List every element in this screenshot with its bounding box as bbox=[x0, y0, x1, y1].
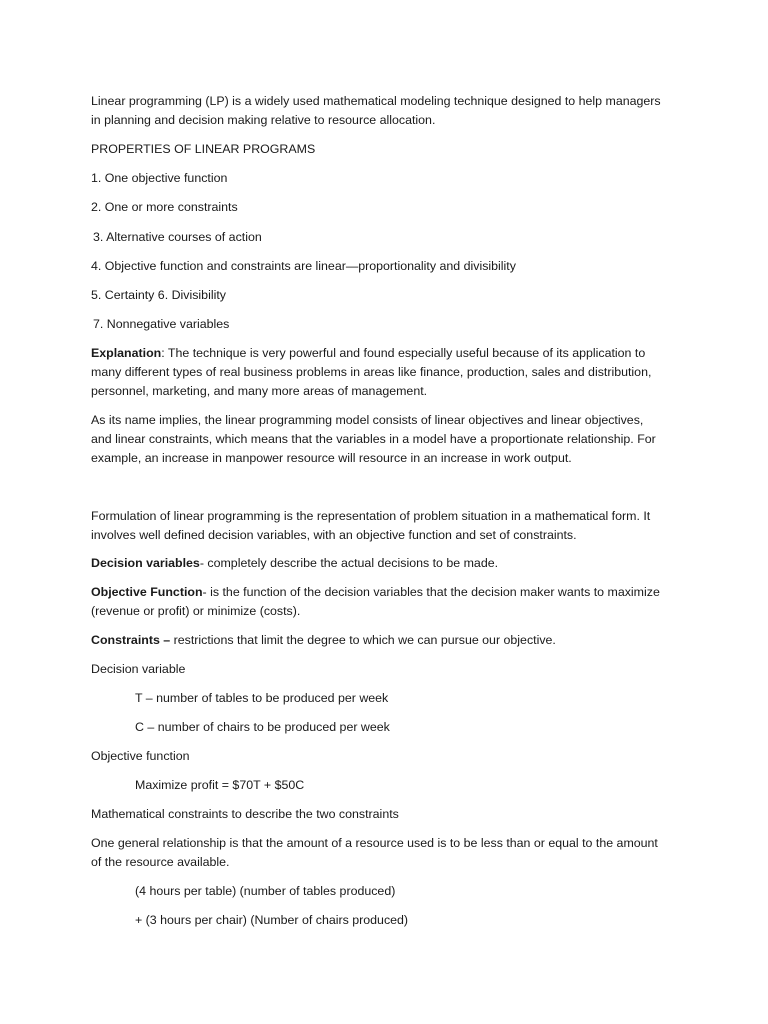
explanation-text-line: personnel, marketing, and many more areas of management. bbox=[91, 384, 428, 398]
objective-function-text-line: (revenue or profit) or minimize (costs). bbox=[91, 604, 301, 618]
property-item: 3. Alternative courses of action bbox=[93, 230, 262, 244]
objective-function-text: - is the function of the decision variables that the decision maker wants to maximize bbox=[202, 585, 660, 599]
constraints-term: Constraints – bbox=[91, 633, 171, 647]
constraint-expression-line: + (3 hours per chair) (Number of chairs produced) bbox=[135, 913, 409, 927]
objective-function-term: Objective Function bbox=[91, 585, 203, 599]
explanation-text: : The technique is very powerful and found especially useful because of its application to bbox=[161, 346, 646, 360]
objective-function-heading: Objective function bbox=[91, 749, 190, 763]
objective-function-formula: Maximize profit = $70T + $50C bbox=[135, 778, 305, 792]
name-implies-line: As its name implies, the linear programming model consists of linear objectives and linear objectives, bbox=[91, 413, 644, 427]
objective-function-definition bbox=[91, 583, 660, 602]
formulation-line: Formulation of linear programming is the representation of problem situation in a mathematical form. It bbox=[91, 509, 651, 523]
general-relationship-line: of the resource available. bbox=[91, 855, 230, 869]
property-item: 7. Nonnegative variables bbox=[93, 317, 230, 331]
decision-variable-heading: Decision variable bbox=[91, 662, 186, 676]
property-item: 4. Objective function and constraints are linear—proportionality and divisibility bbox=[91, 259, 516, 273]
properties-heading: PROPERTIES OF LINEAR PROGRAMS bbox=[91, 142, 316, 156]
property-item: 5. Certainty 6. Divisibility bbox=[91, 288, 226, 302]
explanation-paragraph-line bbox=[91, 344, 645, 363]
constraints-text: restrictions that limit the degree to which we can pursue our objective. bbox=[170, 633, 556, 647]
constraints-definition bbox=[91, 631, 556, 650]
decision-variables-definition bbox=[91, 554, 498, 573]
decision-variables-text: - completely describe the actual decisions to be made. bbox=[199, 556, 499, 570]
property-item: 2. One or more constraints bbox=[91, 200, 238, 214]
general-relationship-line: One general relationship is that the amount of a resource used is to be less than or equal to the amount bbox=[91, 836, 658, 850]
decision-variable-c: C – number of chairs to be produced per week bbox=[135, 720, 390, 734]
intro-text-line: in planning and decision making relative to resource allocation. bbox=[91, 113, 436, 127]
intro-text-line: Linear programming (LP) is a widely used mathematical modeling technique designed to help managers bbox=[91, 94, 661, 108]
decision-variables-term: Decision variables bbox=[91, 556, 200, 570]
explanation-text-line: many different types of real business problems in areas like finance, production, sales and distribution, bbox=[91, 365, 652, 379]
decision-variable-t: T – number of tables to be produced per week bbox=[135, 691, 389, 705]
name-implies-line: and linear constraints, which means that the variables in a model have a proportionate relationship. For bbox=[91, 432, 656, 446]
math-constraints-heading: Mathematical constraints to describe the two constraints bbox=[91, 807, 399, 821]
formulation-line: involves well defined decision variables, with an objective function and set of constraints. bbox=[91, 528, 577, 542]
explanation-term: Explanation bbox=[91, 346, 162, 360]
name-implies-line: example, an increase in manpower resource will resource in an increase in work output. bbox=[91, 451, 572, 465]
property-item: 1. One objective function bbox=[91, 171, 228, 185]
constraint-expression-line: (4 hours per table) (number of tables produced) bbox=[135, 884, 396, 898]
